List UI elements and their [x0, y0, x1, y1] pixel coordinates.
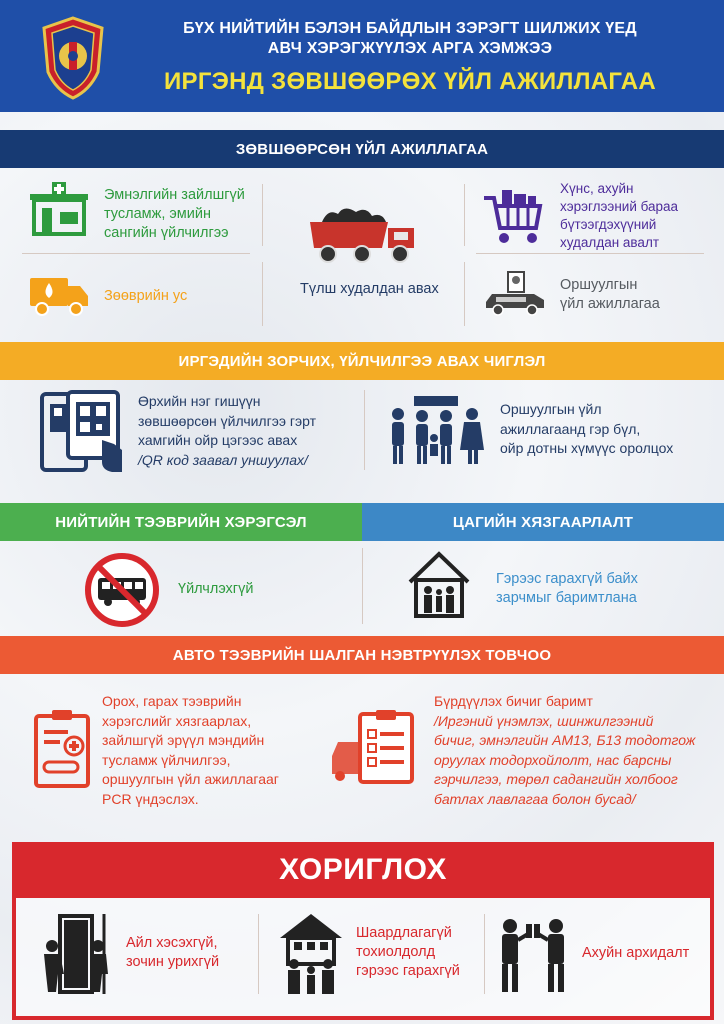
movement-heading: ИРГЭДИЙН ЗОРЧИХ, ҮЙЛЧИЛГЭЭ АВАХ ЧИГЛЭЛ — [0, 342, 724, 380]
prohibit-item-2-text: Шаардлагагүй тохиолдолд гэрээс гарахгүй — [356, 925, 460, 979]
allowed-heading: ЗӨВШӨӨРСӨН ҮЙЛ АЖИЛЛАГАА — [0, 130, 724, 168]
time-heading: ЦАГИЙН ХЯЗГААРЛАЛТ — [362, 503, 724, 541]
prohibit-heading: ХОРИГЛОХ — [12, 842, 714, 898]
divider — [362, 548, 363, 624]
divider — [464, 184, 465, 246]
allowed-item-1-text: Эмнэлгийн зайлшгүй тусламж, эмийн сангийн үйлчилгээ — [104, 187, 245, 241]
transport-text: Үйлчлэхгүй — [178, 581, 254, 597]
movement-right-text: Оршуулгын үйл ажиллагаанд гэр бүл, ойр дотны хүмүүс оролцох — [500, 401, 674, 456]
allowed-item-3-text: Хүнс, ахуйн хэрэглээний бараа бүтээгдэхүүний худалдан авалт — [560, 181, 679, 250]
family-coffin-icon — [384, 394, 488, 466]
divider — [22, 253, 250, 254]
divider — [262, 184, 263, 246]
checkpoint-left-text: Орох, гарах тээврийн хэрэгслийг хязгаарлах, зайлшгүй эрүүл мэндийн тусламж үйлчилгээ, оршуулгын үйл ажиллагааг PCR үндэслэх. — [102, 693, 279, 807]
no-going-out-icon — [278, 910, 344, 996]
divider — [464, 262, 465, 326]
divider — [484, 914, 485, 994]
header-line-1: БҮХ НИЙТИЙН БЭЛЭН БАЙДЛЫН ЗЭРЭГТ ШИЛЖИХ ҮЕД — [183, 20, 637, 37]
medical-clipboard-icon — [32, 708, 92, 788]
header — [0, 0, 724, 112]
no-drinking-icon — [496, 914, 570, 994]
prohibit-item-3-text: Ахуйн архидалт — [582, 945, 690, 961]
divider — [258, 914, 259, 994]
divider — [262, 262, 263, 326]
divider — [476, 253, 704, 254]
police-emblem-icon — [40, 16, 106, 100]
checkpoint-right-text: Бүрдүүлэх бичиг баримт /Иргэний үнэмлэх, шинжилгээний бичиг, эмнэлгийн АМ13, Б13 тодотгож оруулах тодорхойлолт, нас барсны гэрчилгээ, төрөл садангийн холбоог батлах лавлагаа болон бусад/ — [434, 693, 696, 807]
stay-home-icon — [406, 550, 472, 620]
header-line-2: АВЧ ХЭРЭГЖҮҮЛЭХ АРГА ХЭМЖЭЭ — [267, 40, 553, 57]
time-text: Гэрээс гарахгүй байх зарчмыг баримтлана — [496, 571, 638, 606]
allowed-item-2-text: Түлш худалдан авах — [300, 281, 439, 297]
allowed-item-4-text: Зөөврийн ус — [104, 288, 188, 304]
pharmacy-icon — [28, 178, 90, 236]
water-truck-icon — [28, 274, 90, 318]
coal-truck-icon — [304, 204, 420, 266]
no-bus-icon — [84, 552, 160, 628]
qr-code-phone-icon — [40, 390, 124, 474]
car-documents-icon — [330, 708, 420, 788]
shopping-cart-icon — [482, 186, 544, 246]
divider — [364, 390, 365, 470]
transport-heading: НИЙТИЙН ТЭЭВРИЙН ХЭРЭГСЭЛ — [0, 503, 362, 541]
allowed-item-5-text: Оршуулгын үйл ажиллагаа — [560, 277, 660, 312]
qr-note: /QR код заавал уншуулах/ — [138, 451, 308, 468]
checkpoint-heading: АВТО ТЭЭВРИЙН ШАЛГАН НЭВТРҮҮЛЭХ ТОВЧОО — [0, 636, 724, 674]
no-visiting-icon — [40, 912, 112, 996]
hearse-icon — [484, 270, 546, 316]
movement-left-text: Өрхийн нэг гишүүн зөвшөөрсөн үйлчилгээ гэрт хамгийн ойр цэгээс авах /QR код заавал уншуулах/ — [138, 392, 316, 470]
prohibit-item-1-text: Айл хэсэхгүй, зочин урихгүй — [126, 935, 220, 970]
main-title: ИРГЭНД ЗӨВШӨӨРӨХ ҮЙЛ АЖИЛЛАГАА — [163, 68, 657, 95]
